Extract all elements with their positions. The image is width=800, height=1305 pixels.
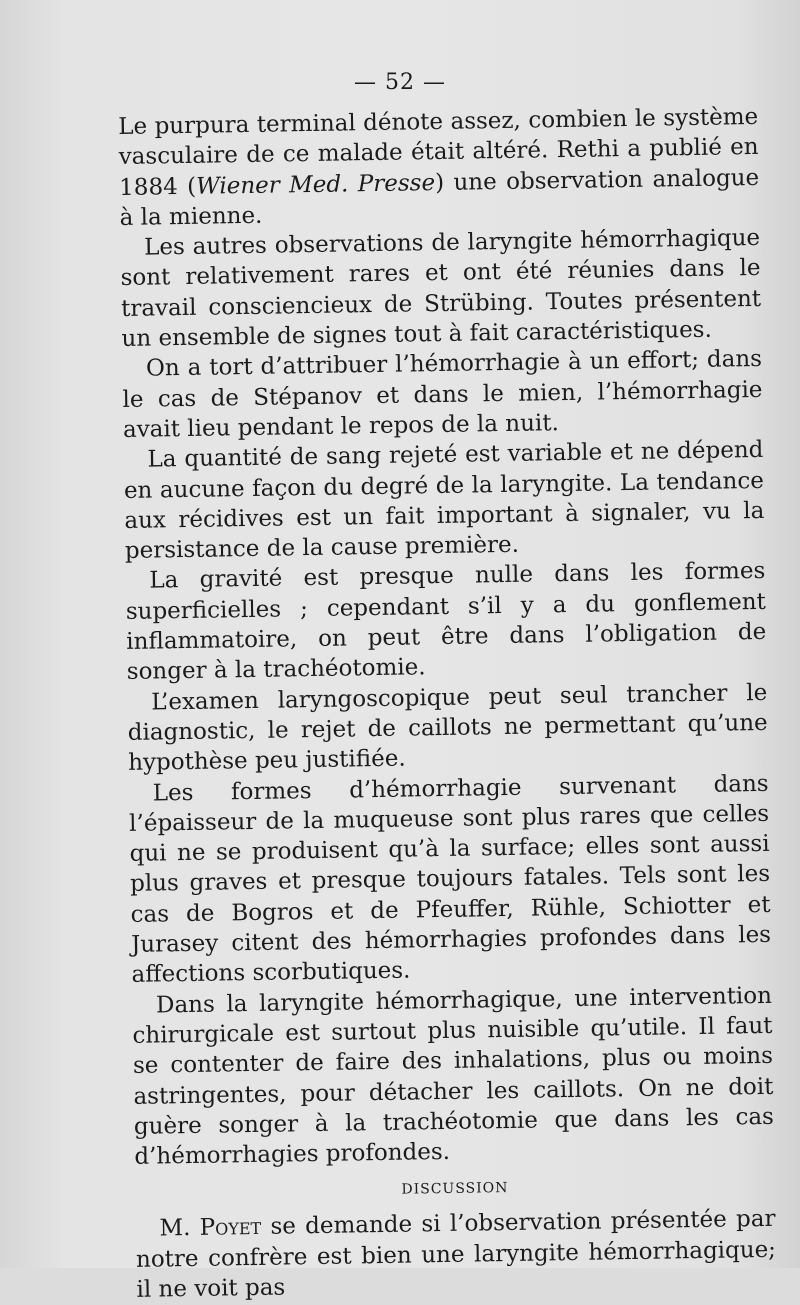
page-number: — 52 — bbox=[354, 70, 446, 95]
paragraph-8: Dans la laryngite hémorrhagique, une intervention chirurgicale est surtout plus nuisible qu’utile. Il faut se contenter de faire des inhalations, plus ou moins astringentes, pour détacher les caillots. On ne doit guère songer à la trachéotomie que dans les cas d’hémorrhagies profondes. bbox=[132, 982, 775, 1170]
paragraph-1-text-end: ) une observation analogue à la mienne. bbox=[119, 164, 760, 231]
paragraph-4: La quantité de sang rejeté est variable et ne dépend en aucune façon du degré de la laryngite. La tendance aux récidives est un fait important à signaler, vu la persistance de la cause première. bbox=[123, 437, 765, 565]
paragraph-3: On a tort d’attribuer l’hémorrhagie à un effort; dans le cas de Stépanov et dans le mien, l’hémorrhagie avait lieu pendant le repos de la nuit. bbox=[122, 346, 763, 443]
paragraph-2: Les autres observations de laryngite hémorrhagique sont relativement rares et ont été réunies dans le travail consciencieux de Strübing. Toutes présentent un ensemble de signes tout à fait caractéristiques. bbox=[120, 225, 762, 353]
discussion-speaker: M. Poyet bbox=[159, 1214, 262, 1242]
journal-title: Wiener Med. Presse bbox=[195, 169, 436, 200]
paragraph-7: Les formes d’hémorrhagie survenant dans l’épaisseur de la muqueuse sont plus rares que celles qui ne se produisent qu’à la surface; elles sont aussi plus graves et presque toujours fatales. Tels sont les cas de Bogros et de Pfeuffer, Rühle, Schiotter et Jurasey citent des hémorrhagies profondes dans les affections scorbutiques. bbox=[128, 770, 772, 989]
paragraph-5: La gravité est presque nulle dans les formes superficielles ; cependant s’il y a du gonflement inflammatoire, on peut être dans l’obligation de songer à la trachéotomie. bbox=[125, 558, 767, 686]
paragraph-1 bbox=[118, 102, 760, 233]
paragraph-1-text: Le purpura terminal dénote assez, combien le système vasculaire de ce malade était altéré. Rethi a publié en 1884 ( bbox=[118, 103, 759, 201]
paragraph-6: L’examen laryngoscopique peut seul trancher le diagnostic, le rejet de caillots ne permettant qu’une hypothèse peu justifiée. bbox=[127, 679, 768, 777]
body-text bbox=[118, 102, 777, 1305]
discussion-heading: DISCUSSION bbox=[401, 1180, 509, 1199]
discussion-text: se demande si l’observation présentée par notre confrère est bien une laryngite hémorrhagique; il ne voit pas bbox=[135, 1206, 777, 1303]
discussion-paragraph bbox=[135, 1204, 776, 1305]
